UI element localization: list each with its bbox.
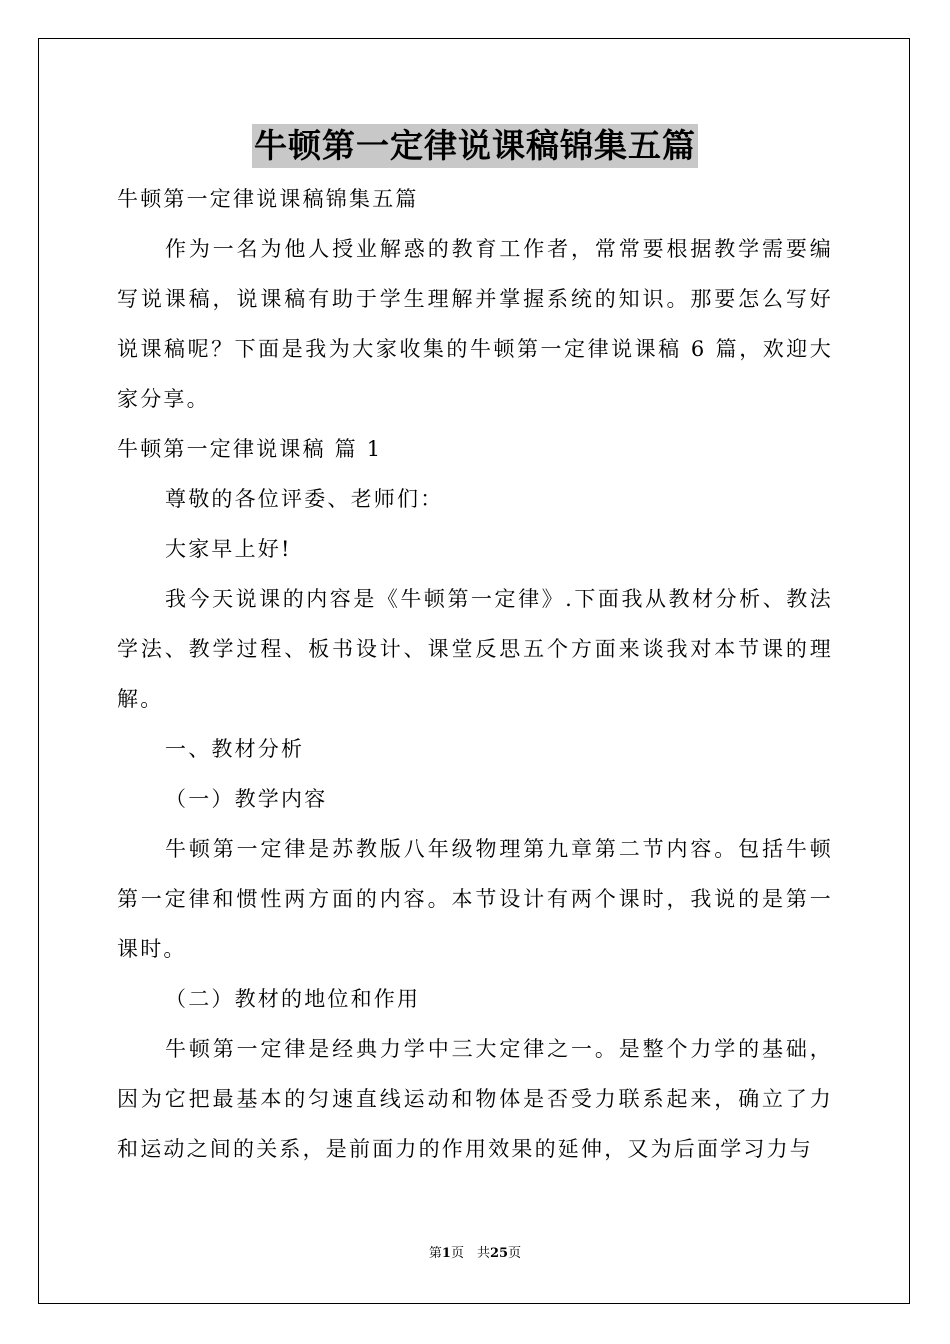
paragraph: 大家早上好! [165,537,292,561]
paragraph: 作为一名为他人授业解惑的教育工作者，常常要根据教学需要编写说课稿，说课稿有助于学生理解并掌握系统的知识。那要怎么写好说课稿呢？下面是我为大家收集的牛顿第一定律说课稿 6 篇，欢迎大家分享。 [117,237,833,411]
paragraph: （二）教材的地位和作用 [165,987,421,1011]
footer-total-pages: 25 [489,1246,509,1261]
paragraph: 尊敬的各位评委、老师们： [165,487,444,511]
title-container [0,124,950,168]
paragraph: 牛顿第一定律是经典力学中三大定律之一。是整个力学的基础，因为它把最基本的匀速直线运动和物体是否受力联系起来，确立了力和运动之间的关系，是前面力的作用效果的延伸，又为后面学习力与 [117,1037,833,1161]
paragraph: 一、教材分析 [165,737,305,761]
paragraph: 我今天说课的内容是《牛顿第一定律》.下面我从教材分析、教法学法、教学过程、板书设计、课堂反思五个方面来谈我对本节课的理解。 [117,587,833,711]
paragraph: （一）教学内容 [165,787,328,811]
document-title: 牛顿第一定律说课稿锦集五篇 [252,124,698,168]
footer-page-number: 1 [441,1246,451,1261]
footer-mid: 页 共 [450,1246,490,1261]
paragraph: 牛顿第一定律说课稿 篇 1 [117,437,383,461]
paragraph: 牛顿第一定律是苏教版八年级物理第九章第二节内容。包括牛顿第一定律和惯性两方面的内容。本节设计有两个课时，我说的是第一课时。 [117,837,833,961]
document-body [117,174,833,1174]
footer-prefix: 第 [428,1246,442,1261]
footer-suffix: 页 [508,1246,522,1261]
page-footer [0,1245,950,1263]
paragraph: 牛顿第一定律说课稿锦集五篇 [117,187,419,211]
